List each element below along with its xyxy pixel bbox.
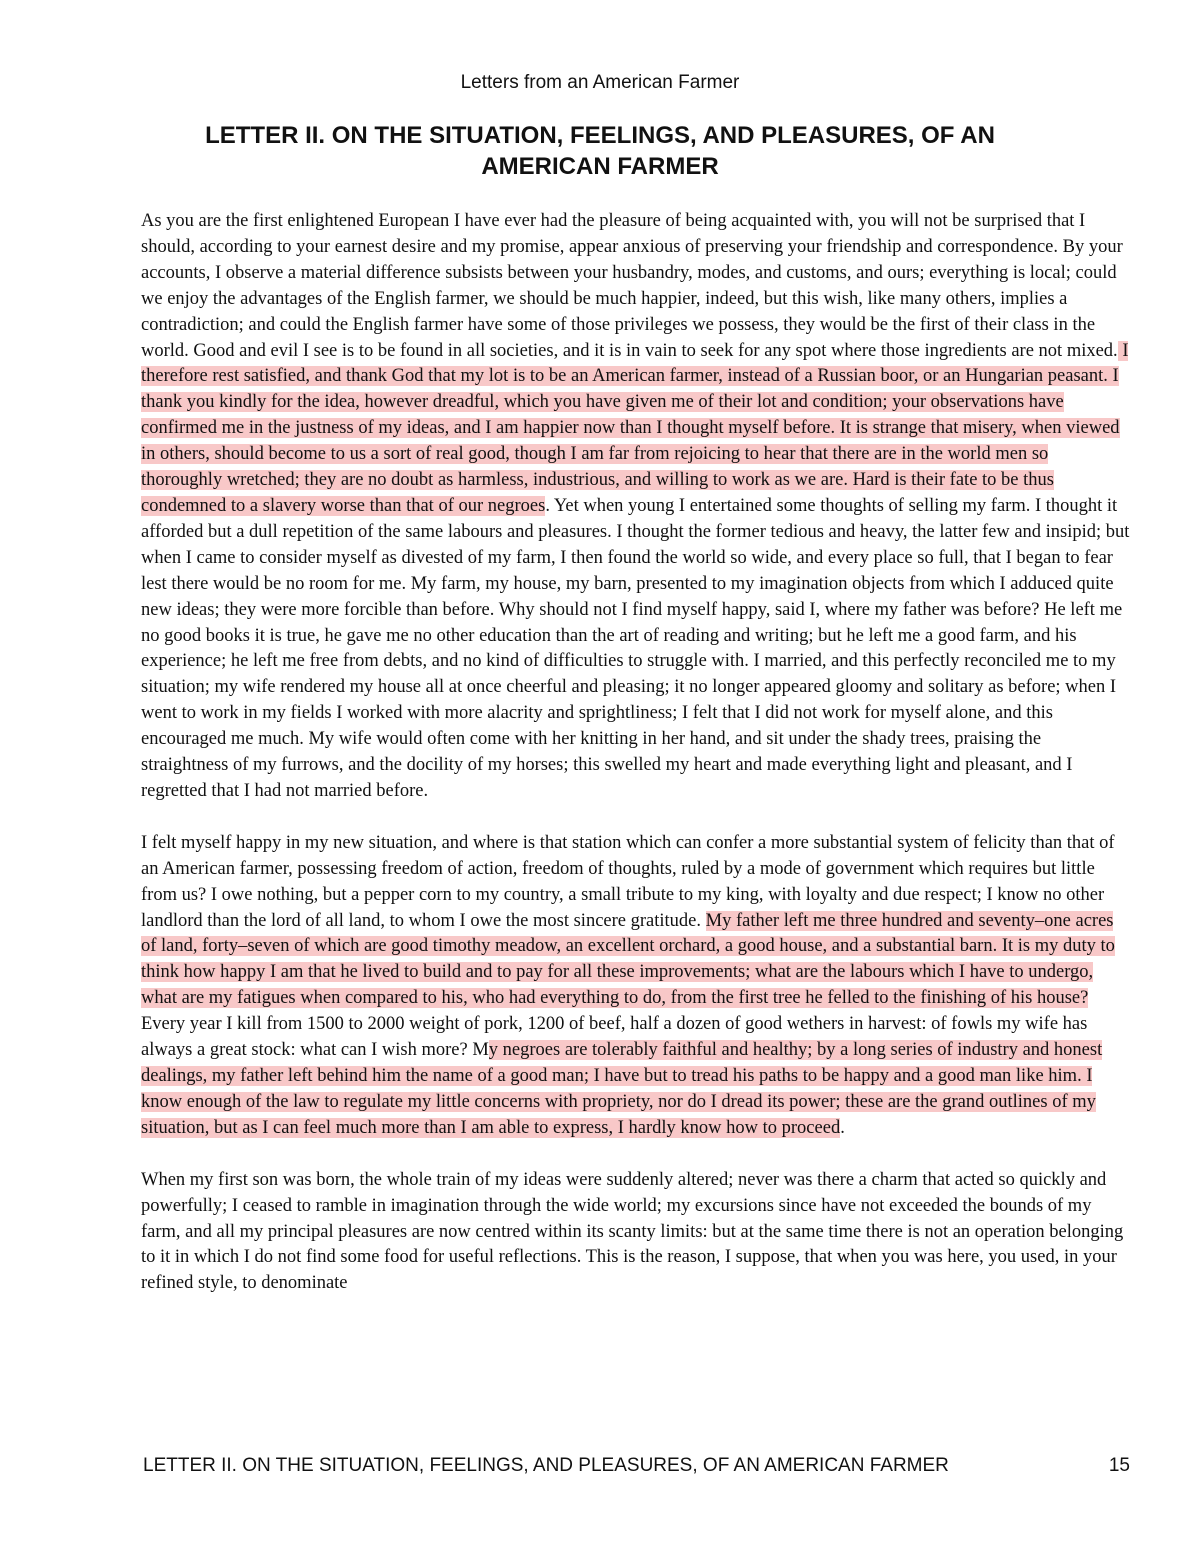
text-segment: . (840, 1117, 845, 1138)
paragraph-1 (141, 209, 1130, 805)
highlighted-passage[interactable]: y negroes are tolerably faithful and healthy; by a long series of industry and honest dealings, my father left behind him the name of a good man; I have but to tread his paths to be happy and a good man like him. I know enough of the law to regulate my little concerns with propriety, nor do I dread its power; these are the grand outlines of my situation, but as I can feel much more than I am able to express, I hardly know how to proceed (141, 1040, 1103, 1138)
footer-running-title: LETTER II. ON THE SITUATION, FEELINGS, AND PLEASURES, OF AN AMERICAN FARMER (143, 1455, 949, 1476)
page-number: 15 (1108, 1455, 1130, 1476)
text-segment: Every year I kill from 1500 to 2000 weight of pork, 1200 of beef, half a dozen of good wethers in harvest: of fowls my wife has always a great stock: what can I wish more? M (141, 1014, 1088, 1061)
highlighted-passage[interactable]: My father left me three hundred and seventy–one acres of land, forty–seven of which are good timothy meadow, an excellent orchard, a good house, and a substantial barn. It is my duty to think how happy I am that he lived to build and to pay for all these improvements; what are the labours which I have to undergo, what are my fatigues when compared to his, who had everything to do, from the first tree he felled to the finishing of his house? (141, 910, 1115, 1009)
text-segment: I felt myself happy in my new situation, and where is that station which can confer a more substantial system of felicity than that of an American farmer, possessing freedom of action, freedom of thoughts, ruled by a mode of government which requires but little from us? I owe nothing, but a pepper corn to my country, a small tribute to my king, with loyalty and due respect; I know no other landlord than the lord of all land, to whom I owe the most sincere gratitude. (141, 832, 1115, 931)
text-segment: When my first son was born, the whole train of my ideas were suddenly altered; never was there a charm that acted so quickly and powerfully; I ceased to ramble in imagination through the wide world; my excursions since have not exceeded the bounds of my farm, and all my principal pleasures are now centred within its scanty limits: but at the same time there is not an operation belonging to it in which I do not find some food for useful reflections. This is the reason, I suppose, that when you was here, you used, in your refined style, to denominate (141, 1169, 1124, 1294)
paragraph-3 (141, 1168, 1130, 1298)
paragraph-2 (141, 831, 1130, 1142)
letter-body (141, 209, 1130, 1323)
text-segment: As you are the first enlightened European I have ever had the pleasure of being acquainted with, you will not be surprised that I should, according to your earnest desire and my promise, appear anxious of preserving your friendship and correspondence. By your accounts, I observe a material difference subsists between your husbandry, modes, and customs, and ours; everything is local; could we enjoy the advantages of the English farmer, we should be much happier, indeed, but this wish, like many others, implies a contradiction; and could the English farmer have some of those privileges we possess, they would be the first of their class in the world. Good and evil I see is to be found in all societies, and it is in vain to seek for any spot where those ingredients are not mixed. (141, 211, 1123, 361)
highlighted-passage[interactable]: I therefore rest satisfied, and thank God that my lot is to be an American farmer, instead of a Russian boor, or an Hungarian peasant. I thank you kindly for the idea, however dreadful, which you have given me of their lot and condition; your observations have confirmed me in the justness of my ideas, and I am happier now than I thought myself before. It is strange that misery, when viewed in others, should become to us a sort of real good, though I am far from rejoicing to hear that there are in the world men so thoroughly wretched; they are no doubt as harmless, industrious, and willing to work as we are. Hard is their fate to be thus condemned to a slavery worse than that of our negroes (141, 340, 1129, 516)
letter-title: LETTER II. ON THE SITUATION, FEELINGS, AND PLEASURES, OF AN AMERICAN FARMER (205, 122, 995, 180)
running-header-book-title: Letters from an American Farmer (460, 72, 740, 93)
text-segment: . Yet when young I entertained some thoughts of selling my farm. I thought it afforded but a dull repetition of the same labours and pleasures. I thought the former tedious and heavy, the latter few and insipid; but when I came to consider myself as divested of my farm, I then found the world so wide, and every place so full, that I began to fear lest there would be no room for me. My farm, my house, my barn, presented to my imagination objects from which I adduced quite new ideas; they were more forcible than before. Why should not I find myself happy, said I, where my father was before? He left me no good books it is true, he gave me no other education than the art of reading and writing; but he left me a good farm, and his experience; he left me free from debts, and no kind of difficulties to struggle with. I married, and this perfectly reconciled me to my situation; my wife rendered my house all at once cheerful and pleasing; it no longer appeared gloomy and solitary as before; when I went to work in my fields I worked with more alacrity and sprightliness; I felt that I did not work for myself alone, and this encouraged me much. My wife would often come with her knitting in her hand, and sit under the shady trees, praising the straightness of my furrows, and the docility of my horses; this swelled my heart and made everything light and pleasant, and I regretted that I had not married before. (141, 495, 1130, 801)
